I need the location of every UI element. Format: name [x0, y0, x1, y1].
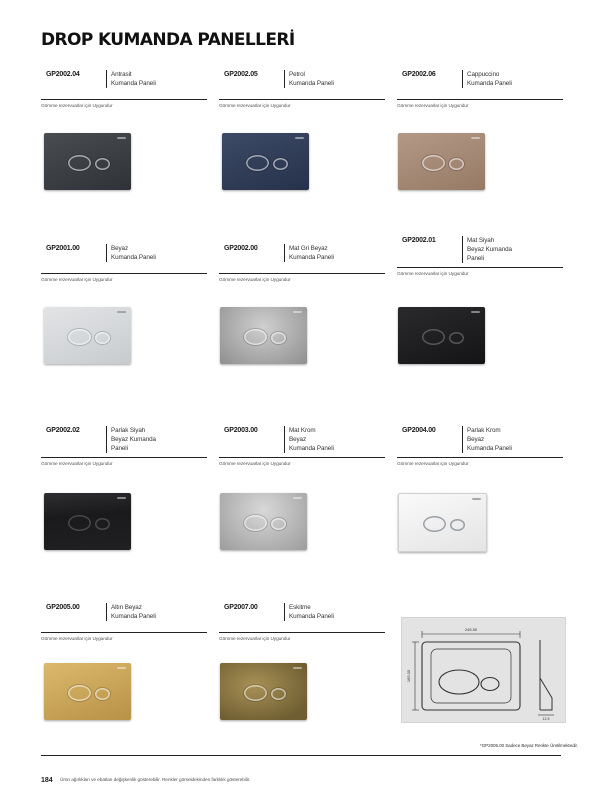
- footer-disclaimer: Ürün ağırlıkları ve ebatları değişkenlik gösterebilir. Renkler görseldekinden farklılık gösterebilir.: [60, 778, 251, 783]
- product-code: GP2002.05: [224, 71, 258, 78]
- flush-button-large: [244, 329, 267, 345]
- brand-logo: [472, 498, 481, 500]
- product-card: [397, 426, 563, 467]
- product-image-parlak-siyah: [44, 493, 131, 550]
- product-image-eskitme: [220, 663, 307, 720]
- flush-button-small: [271, 518, 286, 530]
- flush-button-large: [244, 685, 267, 701]
- brand-logo: [471, 311, 480, 313]
- depth-label: 12.5: [542, 717, 550, 721]
- product-note: Gömme rezervuarlar için Uygundur: [219, 104, 291, 109]
- product-code: GP2002.04: [46, 71, 80, 78]
- product-code: GP2002.00: [224, 245, 258, 252]
- flush-button-large: [68, 329, 91, 345]
- product-note: Gömme rezervuarlar için Uygundur: [219, 637, 291, 642]
- product-header: [41, 70, 207, 100]
- product-note: Gömme rezervuarlar için Uygundur: [219, 462, 291, 467]
- height-label: 165.00: [406, 669, 411, 683]
- product-description: Mat Siyah Beyaz Kumanda Paneli: [462, 236, 512, 263]
- product-code: GP2002.06: [402, 71, 436, 78]
- product-header: [397, 70, 563, 100]
- product-description: Parlak Krom Beyaz Kumanda Paneli: [462, 426, 512, 453]
- product-note: Gömme rezervuarlar için Uygundur: [41, 104, 113, 109]
- product-image-altin: [44, 663, 131, 720]
- product-image-mat-siyah: [398, 307, 485, 364]
- brand-logo: [471, 137, 480, 139]
- flush-button-large: [246, 155, 269, 171]
- product-description: Mat Krom Beyaz Kumanda Paneli: [284, 426, 334, 453]
- product-header: [41, 244, 207, 274]
- product-image-cappuccino: [398, 133, 485, 190]
- dimension-drawing: [402, 618, 565, 722]
- product-note: Gömme rezervuarlar için Uygundur: [41, 462, 113, 467]
- flush-button-small: [449, 158, 464, 170]
- footnote: *GP2005.00 Sadece Beyaz Renkte Üretilmektedir.: [480, 743, 578, 748]
- product-note: Gömme rezervuarlar için Uygundur: [219, 278, 291, 283]
- flush-button-small: [95, 688, 110, 700]
- flush-button-large: [422, 155, 445, 171]
- flush-button-large: [244, 515, 267, 531]
- brand-logo: [293, 497, 302, 499]
- page-number: 184: [41, 777, 53, 784]
- flush-button-small: [450, 519, 465, 531]
- product-code: GP2001.00: [46, 245, 80, 252]
- product-card: [41, 603, 207, 642]
- product-header: [219, 426, 385, 458]
- page-title: DROP KUMANDA PANELLERİ: [41, 30, 295, 50]
- product-description: Antrasit Kumanda Paneli: [106, 70, 156, 88]
- brand-logo: [117, 667, 126, 669]
- brand-logo: [295, 137, 304, 139]
- product-header: [41, 603, 207, 633]
- large-button-outline: [439, 670, 479, 694]
- flush-button-large: [423, 516, 446, 532]
- product-note: Gömme rezervuarlar için Uygundur: [397, 272, 469, 277]
- product-code: GP2004.00: [402, 427, 436, 434]
- panel-outline: [422, 642, 520, 710]
- product-description: Eskitme Kumanda Paneli: [284, 603, 334, 621]
- flush-button-small: [95, 158, 110, 170]
- flush-button-small: [95, 332, 110, 344]
- product-image-antrasit: [44, 133, 131, 190]
- product-card: [397, 236, 563, 277]
- product-header: [219, 70, 385, 100]
- product-card: [219, 603, 385, 642]
- brand-logo: [117, 497, 126, 499]
- product-code: GP2002.02: [46, 427, 80, 434]
- product-image-beyaz: [44, 307, 131, 364]
- product-description: Cappuccino Kumanda Paneli: [462, 70, 512, 88]
- product-header: [219, 244, 385, 274]
- product-note: Gömme rezervuarlar için Uygundur: [397, 104, 469, 109]
- product-note: Gömme rezervuarlar için Uygundur: [41, 637, 113, 642]
- product-description: Petrol Kumanda Paneli: [284, 70, 334, 88]
- product-note: Gömme rezervuarlar için Uygundur: [397, 462, 469, 467]
- flush-button-small: [95, 518, 110, 530]
- product-image-mat-krom: [220, 493, 307, 550]
- brand-logo: [293, 311, 302, 313]
- product-card: [41, 70, 207, 109]
- product-image-mat-gri: [220, 307, 307, 364]
- footer-divider: [41, 755, 561, 756]
- flush-button-small: [449, 332, 464, 344]
- technical-drawing: [401, 617, 566, 723]
- product-header: [219, 603, 385, 633]
- small-button-outline: [481, 678, 499, 691]
- product-note: Gömme rezervuarlar için Uygundur: [41, 278, 113, 283]
- flush-button-small: [273, 158, 288, 170]
- flush-button-small: [271, 332, 286, 344]
- product-code: GP2002.01: [402, 237, 436, 244]
- product-code: GP2003.00: [224, 427, 258, 434]
- product-code: GP2007.00: [224, 604, 258, 611]
- product-description: Mat Gri Beyaz Kumanda Paneli: [284, 244, 334, 262]
- flush-button-large: [422, 329, 445, 345]
- product-header: [41, 426, 207, 458]
- product-card: [219, 244, 385, 283]
- brand-logo: [293, 667, 302, 669]
- panel-inner-outline: [431, 649, 511, 703]
- flush-button-small: [271, 688, 286, 700]
- product-description: Parlak Siyah Beyaz Kumanda Paneli: [106, 426, 156, 453]
- flush-button-large: [68, 155, 91, 171]
- product-description: Altın Beyaz Kumanda Paneli: [106, 603, 156, 621]
- brand-logo: [117, 137, 126, 139]
- flush-button-large: [68, 515, 91, 531]
- product-code: GP2005.00: [46, 604, 80, 611]
- product-image-petrol: [222, 133, 309, 190]
- product-card: [41, 244, 207, 283]
- brand-logo: [117, 311, 126, 313]
- product-card: [219, 426, 385, 467]
- product-header: [397, 426, 563, 458]
- product-card: [41, 426, 207, 467]
- product-image-parlak-krom: [398, 493, 487, 552]
- product-card: [397, 70, 563, 109]
- flush-button-large: [68, 685, 91, 701]
- product-description: Beyaz Kumanda Paneli: [106, 244, 156, 262]
- product-header: [397, 236, 563, 268]
- product-card: [219, 70, 385, 109]
- width-label: 245.50: [464, 627, 478, 632]
